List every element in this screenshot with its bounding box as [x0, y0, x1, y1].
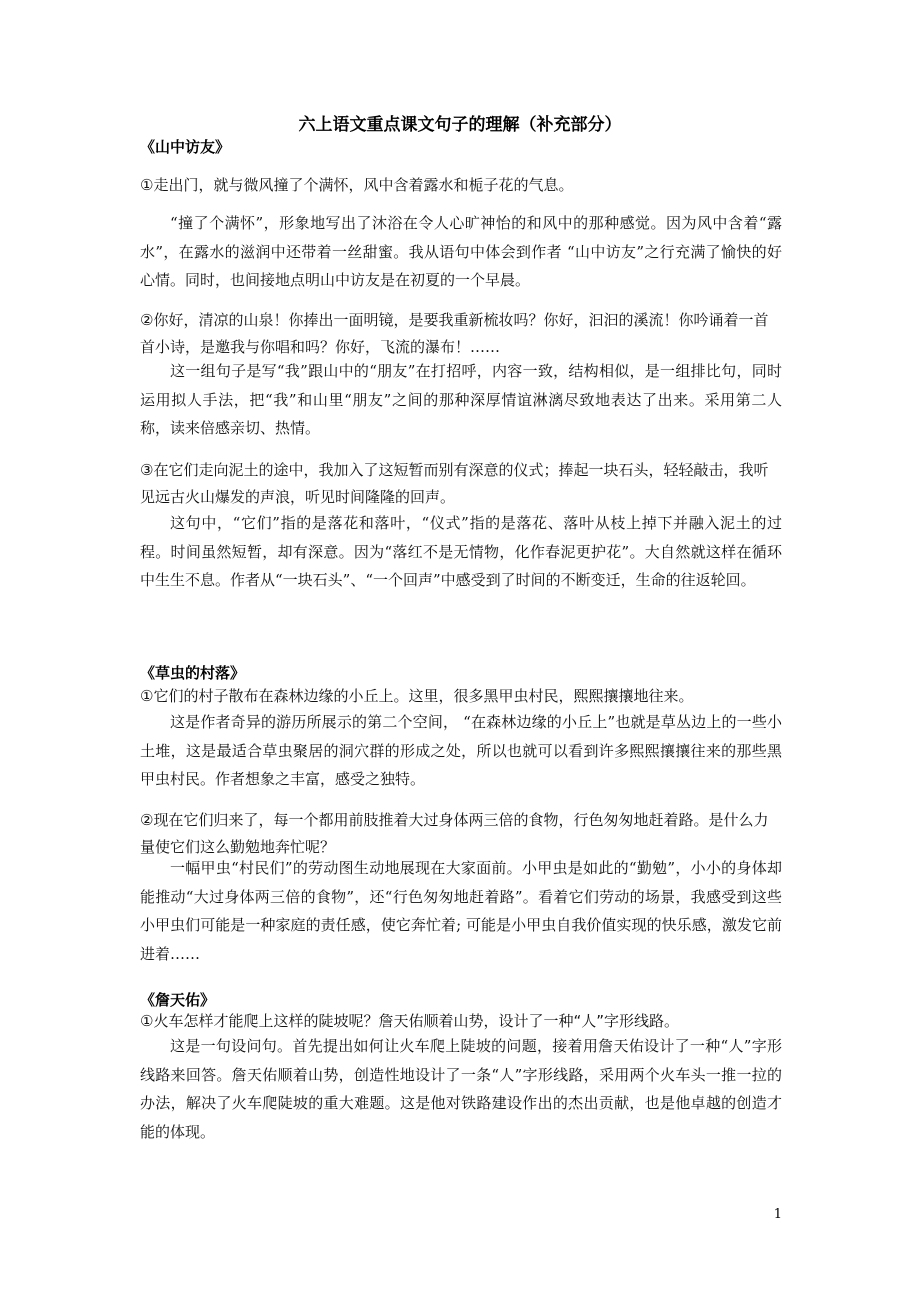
sentence-explanation: 这一组句子是写“我”跟山中的“朋友”在打招呼，内容一致，结构相似，是一组排比句，同时运用拟人手法，把“我”和山里“朋友”之间的那种深厚情谊淋漓尽致地表达了出来。采用第二人称，读来倍感亲切、热情。: [140, 362, 782, 437]
sentence-explanation: 这是作者奇异的游历所展示的第二个空间， “在森林边缘的小丘上”也就是草丛边上的一些小土堆，这是最适合草虫聚居的洞穴群的形成之处，所以也就可以看到许多熙熙攘攘往来的那些黑甲虫村民。作者想象之丰富，感受之独特。: [140, 713, 782, 788]
sentence-explanation: “撞了个满怀”，形象地写出了沐浴在令人心旷神怡的和风中的那种感觉。因为风中含着“露水”，在露水的滋润中还带着一丝甜蜜。我从语句中体会到作者 “山中访友”之行充满了愉快的好心情。同时，也间接地点明山中访友是在初夏的一个早晨。: [140, 214, 782, 289]
section-heading-caochongdecunluo: 《草虫的村落》: [140, 664, 246, 682]
quoted-sentence: ②现在它们归来了，每一个都用前肢推着大过身体两三倍的食物，行色匆匆地赶着路。是什么力量使它们这么勤勉地奔忙呢？: [140, 811, 769, 856]
sentence-explanation: 这是一句设问句。首先提出如何让火车爬上陡坡的问题，接着用詹天佑设计了一种“人”字形线路来回答。詹天佑顺着山势，创造性地设计了一条“人”字形线路，采用两个火车头一推一拉的办法，解决了火车爬陡坡的重大难题。这是他对铁路建设作出的杰出贡献，也是他卓越的创造才能的体现。: [140, 1037, 782, 1141]
page-number: 1: [773, 1207, 782, 1222]
sentence-explanation: 一幅甲虫“村民们”的劳动图生动地展现在大家面前。小甲虫是如此的“勤勉”，小小的身体却能推动“大过身体两三倍的食物”，还“行色匆匆地赶着路”。看着它们劳动的场景，我感受到这些小甲虫们可能是一种家庭的责任感，使它奔忙着; 可能是小甲虫自我价值实现的快乐感，激发它前进着……: [140, 859, 782, 963]
quoted-sentence: ①走出门，就与微风撞了个满怀，风中含着露水和栀子花的气息。: [140, 176, 574, 194]
quoted-sentence: ③在它们走向泥土的途中，我加入了这短暂而别有深意的仪式；捧起一块石头，轻轻敲击，我听见远古火山爆发的声浪，听见时间隆隆的回声。: [140, 461, 769, 506]
quoted-sentence: ②你好，清凉的山泉！你捧出一面明镜，是要我重新梳妆吗？你好，汩汩的溪流！你吟诵着一首首小诗，是邀我与你唱和吗？你好，飞流的瀑布！……: [140, 311, 769, 356]
sentence-explanation: 这句中，“它们”指的是落花和落叶，“仪式”指的是落花、落叶从枝上掉下并融入泥土的过程。时间虽然短暂，却有深意。因为“落红不是无情物，化作春泥更护花”。大自然就这样在循环中生生不息。作者从“一块石头”、“一个回声”中感受到了时间的不断变迁，生命的往返轮回。: [140, 514, 782, 589]
section-heading-shanzhongfangyou: 《山中访友》: [140, 138, 231, 156]
page-title: 六上语文重点课文句子的理解（补充部分）: [298, 115, 622, 135]
quoted-sentence: ①火车怎样才能爬上这样的陡坡呢？詹天佑顺着山势，设计了一种“人”字形线路。: [140, 1012, 679, 1030]
section-heading-zhantianyou: 《詹天佑》: [140, 991, 216, 1009]
quoted-sentence: ①它们的村子散布在森林边缘的小丘上。这里，很多黑甲虫村民，熙熙攘攘地往来。: [140, 687, 694, 705]
